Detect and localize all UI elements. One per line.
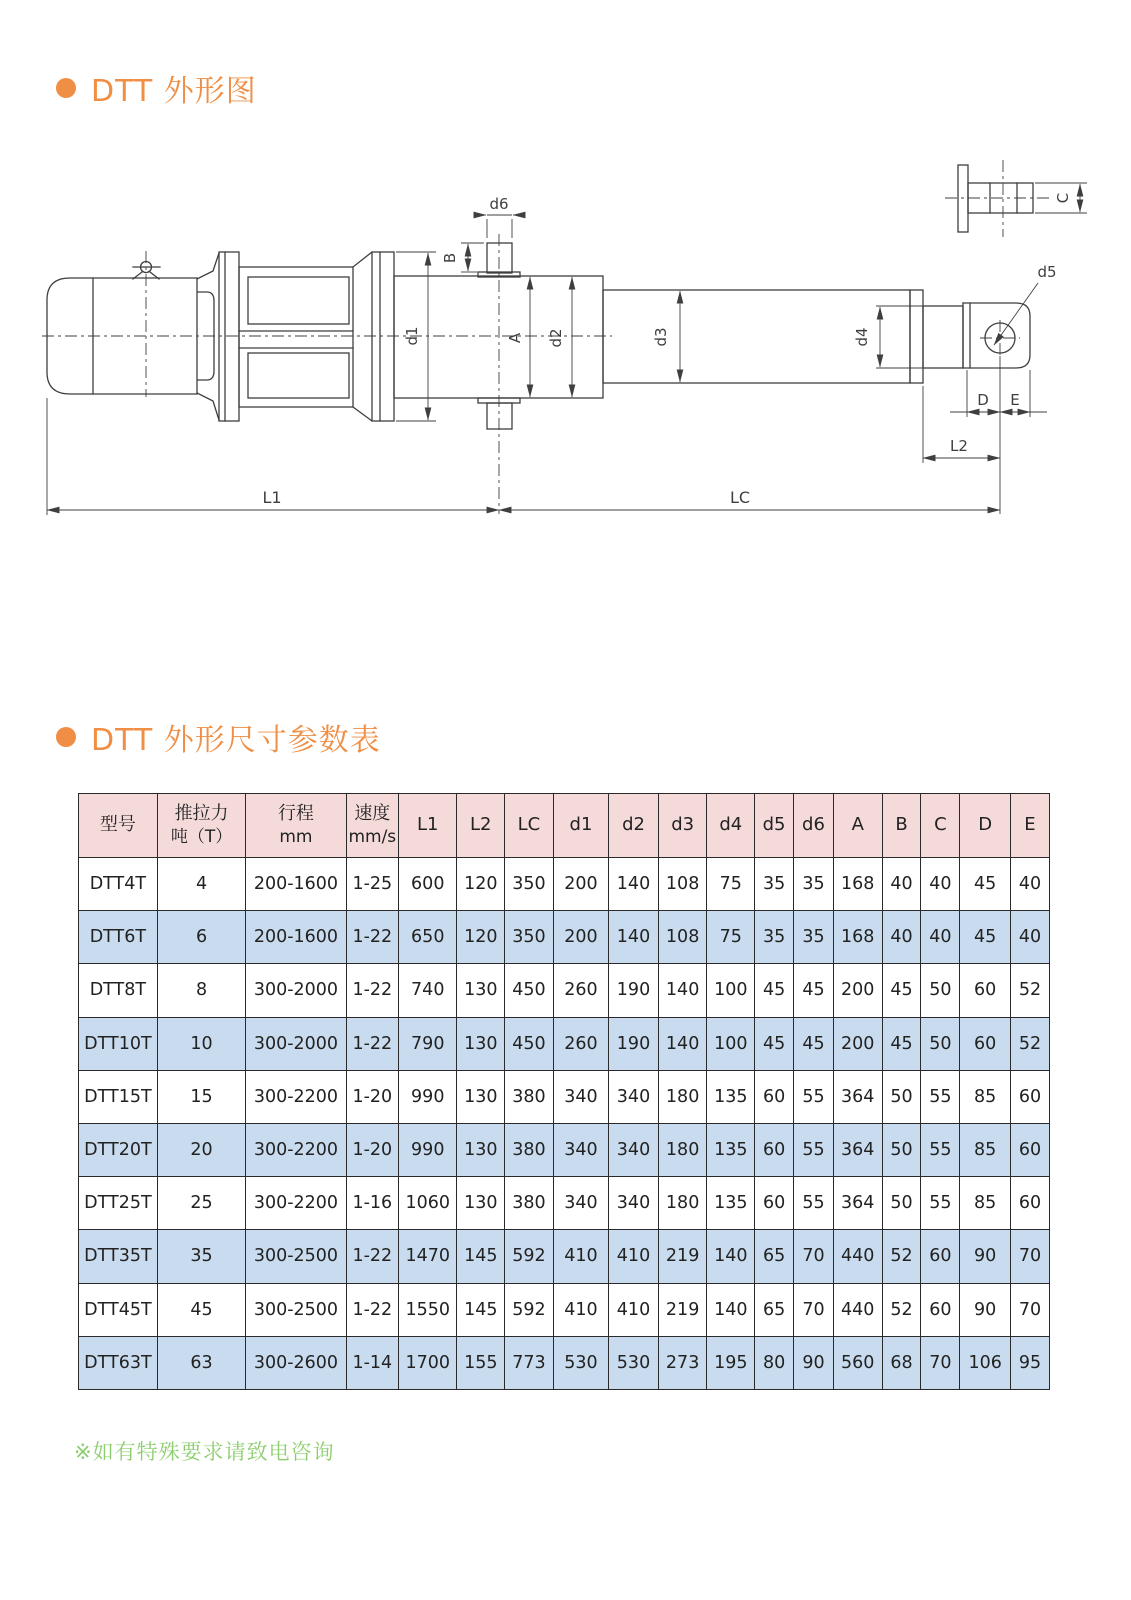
cell-value: 300-2200 <box>246 1177 346 1230</box>
cell-value: 6 <box>157 911 246 964</box>
cell-value: 1-22 <box>346 1017 399 1070</box>
column-header-6: LC <box>505 794 554 858</box>
cell-value: 85 <box>960 1177 1011 1230</box>
outline-title-text: DTT 外形图 <box>91 74 257 109</box>
cell-model: DTT6T <box>79 911 158 964</box>
cell-value: 60 <box>960 1017 1011 1070</box>
dim-label-C: C <box>1054 192 1072 204</box>
cell-value: 1-20 <box>346 1123 399 1176</box>
cell-value: 60 <box>1010 1070 1049 1123</box>
cell-value: 219 <box>658 1230 707 1283</box>
dim-label-D: D <box>977 391 989 409</box>
cell-value: 45 <box>755 964 794 1017</box>
cell-value: 364 <box>833 1070 882 1123</box>
table-body <box>79 858 1050 1390</box>
cell-value: 85 <box>960 1070 1011 1123</box>
cell-value: 25 <box>157 1177 246 1230</box>
cell-value: 63 <box>157 1336 246 1389</box>
cell-value: 1-22 <box>346 911 399 964</box>
cell-value: 300-2500 <box>246 1230 346 1283</box>
cell-value: 55 <box>921 1123 960 1176</box>
cell-value: 560 <box>833 1336 882 1389</box>
cell-value: 340 <box>553 1123 608 1176</box>
cell-value: 55 <box>794 1123 834 1176</box>
cell-value: 364 <box>833 1177 882 1230</box>
cell-value: 790 <box>399 1017 457 1070</box>
cell-value: 10 <box>157 1017 246 1070</box>
header-row <box>79 794 1050 858</box>
column-header-5: L2 <box>457 794 505 858</box>
cell-value: 530 <box>553 1336 608 1389</box>
cell-value: 340 <box>609 1123 659 1176</box>
column-header-14: B <box>882 794 921 858</box>
pin-detail <box>945 160 1053 237</box>
cell-value: 410 <box>609 1230 659 1283</box>
column-header-0: 型号 <box>79 794 158 858</box>
cell-value: 52 <box>1010 964 1049 1017</box>
cell-value: 773 <box>505 1336 554 1389</box>
cell-value: 70 <box>794 1283 834 1336</box>
cell-value: 300-2600 <box>246 1336 346 1389</box>
table-header <box>79 794 1050 858</box>
cell-value: 55 <box>921 1070 960 1123</box>
cell-value: 55 <box>794 1177 834 1230</box>
cell-value: 75 <box>707 911 755 964</box>
cell-value: 990 <box>399 1070 457 1123</box>
cell-value: 200 <box>553 858 608 911</box>
cell-value: 130 <box>457 1177 505 1230</box>
cell-value: 45 <box>755 1017 794 1070</box>
cell-value: 300-2500 <box>246 1283 346 1336</box>
table-row-DTT63T <box>79 1336 1050 1389</box>
cell-value: 410 <box>553 1230 608 1283</box>
section-table-title <box>56 715 381 759</box>
cell-value: 65 <box>755 1230 794 1283</box>
cell-value: 120 <box>457 911 505 964</box>
cell-value: 60 <box>755 1123 794 1176</box>
cell-value: 380 <box>505 1070 554 1123</box>
column-header-7: d1 <box>553 794 608 858</box>
cell-value: 45 <box>882 1017 921 1070</box>
dim-label-d3: d3 <box>652 327 670 347</box>
cell-value: 45 <box>794 964 834 1017</box>
cell-value: 200 <box>833 1017 882 1070</box>
cell-value: 70 <box>921 1336 960 1389</box>
column-header-10: d4 <box>707 794 755 858</box>
cell-value: 340 <box>609 1070 659 1123</box>
dim-label-d5: d5 <box>1037 263 1057 281</box>
cell-value: 260 <box>553 1017 608 1070</box>
cell-value: 130 <box>457 964 505 1017</box>
table-row-DTT25T <box>79 1177 1050 1230</box>
dim-label-L1: L1 <box>262 488 282 507</box>
cell-value: 195 <box>707 1336 755 1389</box>
cell-value: 1060 <box>399 1177 457 1230</box>
cell-value: 273 <box>658 1336 707 1389</box>
cell-value: 530 <box>609 1336 659 1389</box>
cell-value: 340 <box>609 1177 659 1230</box>
cell-value: 40 <box>882 858 921 911</box>
cell-value: 364 <box>833 1123 882 1176</box>
cell-value: 15 <box>157 1070 246 1123</box>
cell-value: 130 <box>457 1070 505 1123</box>
cell-value: 340 <box>553 1070 608 1123</box>
cell-value: 380 <box>505 1177 554 1230</box>
table-row-DTT15T <box>79 1070 1050 1123</box>
cell-value: 50 <box>921 964 960 1017</box>
cell-value: 1-14 <box>346 1336 399 1389</box>
cell-value: 108 <box>658 911 707 964</box>
column-header-9: d3 <box>658 794 707 858</box>
bullet-icon <box>56 727 76 747</box>
dim-label-E: E <box>1010 391 1020 409</box>
cell-value: 70 <box>1010 1230 1049 1283</box>
cell-value: 600 <box>399 858 457 911</box>
table-row-DTT45T <box>79 1283 1050 1336</box>
cell-value: 140 <box>609 858 659 911</box>
cell-value: 60 <box>921 1230 960 1283</box>
cell-model: DTT4T <box>79 858 158 911</box>
column-header-12: d6 <box>794 794 834 858</box>
dim-label-d1: d1 <box>403 326 421 346</box>
table-row-DTT6T <box>79 911 1050 964</box>
cell-value: 20 <box>157 1123 246 1176</box>
column-header-4: L1 <box>399 794 457 858</box>
table-row-DTT35T <box>79 1230 1050 1283</box>
cell-value: 60 <box>960 964 1011 1017</box>
cell-value: 50 <box>882 1070 921 1123</box>
cell-value: 45 <box>882 964 921 1017</box>
column-header-3: 速度 mm/s <box>346 794 399 858</box>
column-header-15: C <box>921 794 960 858</box>
column-header-2: 行程 mm <box>246 794 346 858</box>
cell-value: 140 <box>609 911 659 964</box>
cell-value: 60 <box>1010 1177 1049 1230</box>
cell-value: 1-16 <box>346 1177 399 1230</box>
cell-value: 35 <box>755 858 794 911</box>
cell-value: 90 <box>794 1336 834 1389</box>
cell-value: 180 <box>658 1177 707 1230</box>
cell-value: 145 <box>457 1230 505 1283</box>
cell-value: 35 <box>794 911 834 964</box>
cell-value: 200-1600 <box>246 858 346 911</box>
cell-value: 60 <box>921 1283 960 1336</box>
cell-model: DTT63T <box>79 1336 158 1389</box>
cell-value: 60 <box>755 1070 794 1123</box>
dimension-labels <box>262 193 1072 507</box>
table-row-DTT4T <box>79 858 1050 911</box>
cell-value: 650 <box>399 911 457 964</box>
cell-value: 300-2000 <box>246 964 346 1017</box>
cell-value: 8 <box>157 964 246 1017</box>
cell-value: 108 <box>658 858 707 911</box>
dim-label-L2: L2 <box>950 437 968 455</box>
cell-value: 52 <box>882 1230 921 1283</box>
table-row-DTT20T <box>79 1123 1050 1176</box>
cell-value: 40 <box>1010 858 1049 911</box>
cell-value: 40 <box>921 911 960 964</box>
cell-value: 90 <box>960 1283 1011 1336</box>
column-header-11: d5 <box>755 794 794 858</box>
cell-model: DTT10T <box>79 1017 158 1070</box>
cell-model: DTT35T <box>79 1230 158 1283</box>
cell-value: 200 <box>833 964 882 1017</box>
cell-value: 140 <box>658 964 707 1017</box>
cell-value: 50 <box>882 1123 921 1176</box>
cell-value: 1700 <box>399 1336 457 1389</box>
cell-value: 106 <box>960 1336 1011 1389</box>
cell-value: 85 <box>960 1123 1011 1176</box>
cell-model: DTT20T <box>79 1123 158 1176</box>
cell-value: 65 <box>755 1283 794 1336</box>
cell-value: 140 <box>658 1017 707 1070</box>
cell-model: DTT25T <box>79 1177 158 1230</box>
cell-value: 135 <box>707 1070 755 1123</box>
cell-value: 990 <box>399 1123 457 1176</box>
cell-value: 190 <box>609 964 659 1017</box>
column-header-17: E <box>1010 794 1049 858</box>
cell-value: 155 <box>457 1336 505 1389</box>
cell-value: 300-2200 <box>246 1070 346 1123</box>
cell-value: 40 <box>921 858 960 911</box>
cell-value: 130 <box>457 1123 505 1176</box>
footnote: ※如有特殊要求请致电咨询 <box>74 1440 335 1464</box>
cell-value: 190 <box>609 1017 659 1070</box>
cell-value: 440 <box>833 1230 882 1283</box>
cell-value: 350 <box>505 858 554 911</box>
cell-value: 592 <box>505 1283 554 1336</box>
cell-value: 350 <box>505 911 554 964</box>
cell-value: 100 <box>707 964 755 1017</box>
column-header-1: 推拉力 吨（T） <box>157 794 246 858</box>
cell-value: 1470 <box>399 1230 457 1283</box>
cell-model: DTT8T <box>79 964 158 1017</box>
cell-value: 300-2000 <box>246 1017 346 1070</box>
cell-value: 1-20 <box>346 1070 399 1123</box>
cell-model: DTT15T <box>79 1070 158 1123</box>
cell-value: 55 <box>921 1177 960 1230</box>
cell-value: 1-22 <box>346 1283 399 1336</box>
cell-value: 52 <box>1010 1017 1049 1070</box>
cell-value: 180 <box>658 1070 707 1123</box>
dim-label-B: B <box>441 252 459 264</box>
cell-value: 35 <box>755 911 794 964</box>
cell-value: 145 <box>457 1283 505 1336</box>
cell-value: 135 <box>707 1177 755 1230</box>
cell-value: 260 <box>553 964 608 1017</box>
cell-value: 200 <box>553 911 608 964</box>
cell-value: 340 <box>553 1177 608 1230</box>
cell-value: 219 <box>658 1283 707 1336</box>
cell-value: 450 <box>505 1017 554 1070</box>
cell-value: 70 <box>1010 1283 1049 1336</box>
dimension-table <box>78 793 1050 1390</box>
cell-value: 35 <box>157 1230 246 1283</box>
cell-value: 95 <box>1010 1336 1049 1389</box>
table-title-text: DTT 外形尺寸参数表 <box>91 723 381 758</box>
cell-value: 50 <box>882 1177 921 1230</box>
cell-value: 45 <box>794 1017 834 1070</box>
cell-value: 1-22 <box>346 964 399 1017</box>
cell-value: 35 <box>794 858 834 911</box>
cell-value: 80 <box>755 1336 794 1389</box>
cell-value: 410 <box>609 1283 659 1336</box>
cell-value: 120 <box>457 858 505 911</box>
dim-label-A: A <box>506 332 524 344</box>
cell-value: 55 <box>794 1070 834 1123</box>
cell-value: 130 <box>457 1017 505 1070</box>
cell-value: 90 <box>960 1230 1011 1283</box>
cell-value: 40 <box>1010 911 1049 964</box>
cell-value: 380 <box>505 1123 554 1176</box>
dtt-outline-drawing <box>0 0 1131 620</box>
cell-value: 70 <box>794 1230 834 1283</box>
cell-value: 1-22 <box>346 1230 399 1283</box>
cell-model: DTT45T <box>79 1283 158 1336</box>
actuator-outline <box>47 243 1030 429</box>
cell-value: 75 <box>707 858 755 911</box>
cell-value: 40 <box>882 911 921 964</box>
cell-value: 140 <box>707 1283 755 1336</box>
dim-label-d6: d6 <box>489 195 509 213</box>
cell-value: 4 <box>157 858 246 911</box>
cell-value: 300-2200 <box>246 1123 346 1176</box>
dim-label-LC: LC <box>729 488 751 507</box>
cell-value: 450 <box>505 964 554 1017</box>
extension-lines <box>47 183 1087 515</box>
table-row-DTT8T <box>79 964 1050 1017</box>
cell-value: 1-25 <box>346 858 399 911</box>
cell-value: 592 <box>505 1230 554 1283</box>
cell-value: 45 <box>157 1283 246 1336</box>
column-header-16: D <box>960 794 1011 858</box>
cell-value: 740 <box>399 964 457 1017</box>
cell-value: 168 <box>833 911 882 964</box>
cell-value: 410 <box>553 1283 608 1336</box>
column-header-8: d2 <box>609 794 659 858</box>
cell-value: 135 <box>707 1123 755 1176</box>
cell-value: 52 <box>882 1283 921 1336</box>
dim-label-d4: d4 <box>853 327 871 347</box>
cell-value: 440 <box>833 1283 882 1336</box>
cell-value: 68 <box>882 1336 921 1389</box>
cell-value: 45 <box>960 858 1011 911</box>
table-row-DTT10T <box>79 1017 1050 1070</box>
column-header-13: A <box>833 794 882 858</box>
cell-value: 180 <box>658 1123 707 1176</box>
dim-label-d2: d2 <box>547 328 565 348</box>
cell-value: 60 <box>1010 1123 1049 1176</box>
cell-value: 1550 <box>399 1283 457 1336</box>
cell-value: 168 <box>833 858 882 911</box>
cell-value: 200-1600 <box>246 911 346 964</box>
cell-value: 100 <box>707 1017 755 1070</box>
cell-value: 140 <box>707 1230 755 1283</box>
cell-value: 50 <box>921 1017 960 1070</box>
cell-value: 60 <box>755 1177 794 1230</box>
cell-value: 45 <box>960 911 1011 964</box>
